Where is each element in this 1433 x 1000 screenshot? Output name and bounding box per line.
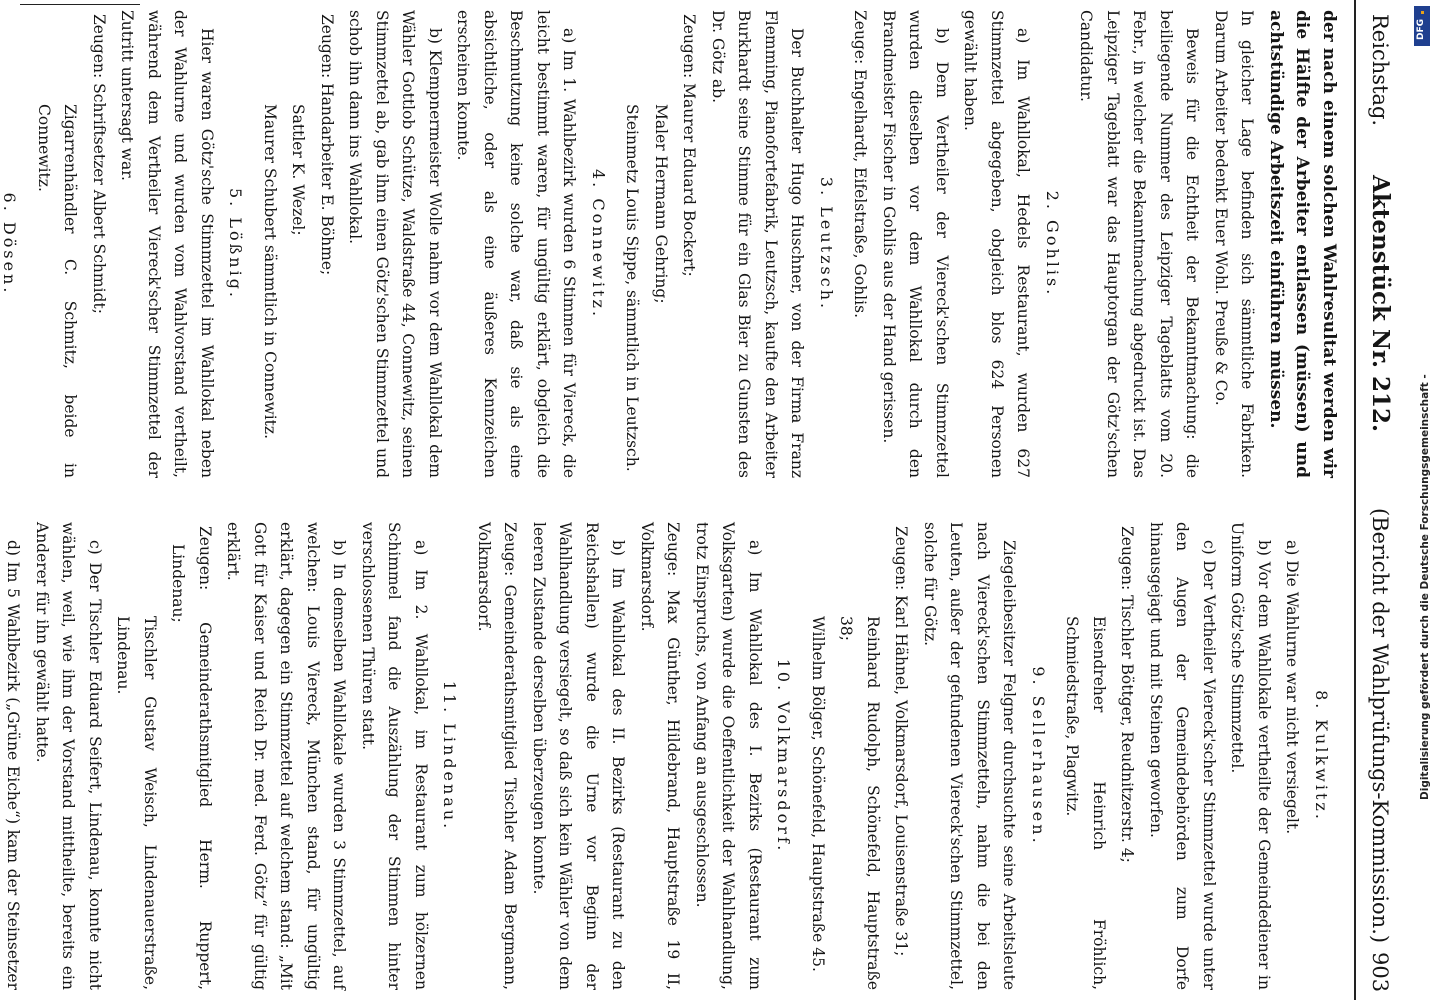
paragraph: c) Der Tischler Eduard Seifert, Lindenau, konnte nicht wählen, weil, wie ihm der Vorstand mittheilte, bereits ein Anderer für ihn gewählt hatte. <box>33 522 104 990</box>
paragraph: Ziegeleibesitzer Felgner durchsuchte seine Arbeitsleute nach Viereck'schen Stimmzetteln, nahm die bei den Leuten, außer der gefundenen Viereck'schen Stimmzettel, solche für Götz. <box>921 522 1019 990</box>
section-heading: 2. Gohlis. <box>1043 190 1062 298</box>
witness-line: Eisendreher Heinrich Fröhlich, Schmiedstraße, Plagwitz. <box>1063 616 1108 990</box>
paragraph: Zeuge: Max Günther, Hildebrand, Hauptstraße 19 II, Volkmarsdorf. <box>638 522 683 990</box>
header-document-number: Aktenstück Nr. 212. <box>1367 175 1394 433</box>
text-column-left <box>0 10 1342 478</box>
paragraph: In gleicher Lage befinden sich sämmtliche Fabriken. Darum Arbeiter bedenkt Euer Wohl. Preuße & Co. <box>1212 10 1257 478</box>
section-heading: 11. Lindenau. <box>440 680 460 832</box>
witness-line: Wilhelm Bölger, Schönefeld, Hauptstraße 45. <box>809 616 827 972</box>
paragraph: Zeuge: Gemeinderathsmitglied Tischler Adam Bergmann, Volkmarsdorf. <box>475 522 520 990</box>
paragraph: a) Im Wahllokal des I. Bezirks (Restaurant zum Volksgarten) wurde die Oeffentlichkeit der Wahlhandlung, trotz Einspruchs, von Anfang an ausgeschlossen. <box>693 522 764 990</box>
text-column-right <box>4 522 1342 990</box>
corner-mark <box>20 4 140 5</box>
witness-line: Zigarrenhändler C. Schmitz, beide in Connewitz. <box>35 104 80 478</box>
witness-line: Maurer Schubert sämmtlich in Connewitz. <box>261 104 279 440</box>
page-number: 903 <box>1368 952 1392 993</box>
paragraph: c) Der Vertheiler Viereck'scher Stimmzettel wurde unter den Augen der Gemeindebehörden zum Dorfe hinausgejagt und mit Steinen geworfen. <box>1147 522 1218 990</box>
witness-line: Steinmetz Louis Sippe, sämmtlich in Leutzsch. <box>623 104 642 472</box>
section-heading: 9. Sellerhausen. <box>1029 666 1048 846</box>
section-heading: 3. Leutzsch. <box>817 176 836 312</box>
section-heading: 10. Volkmarsdorf. <box>774 658 794 854</box>
witness-line: Zeugen: Handarbeiter E. Böhme; <box>318 14 336 276</box>
section-heading: 4. Connewitz. <box>589 168 608 320</box>
witness-line: Zeugen: Schriftsetzer Albert Schmidt; <box>90 14 108 314</box>
witness-line: Maler Hermann Gehring; <box>652 104 670 304</box>
header-report-title: (Bericht der Wahlprüfungs-Kommission.) <box>1368 508 1392 944</box>
paragraph: a) Im 1. Wahlbezirk wurden 6 Stimmen für Viereck, die leicht bestimmt waren, für ungültig erklärt, obgleich die Beschmutzung keine solche war, daß sie als eine absichtliche, oder als eine äußeres Kennzeichen erscheinen konnte. <box>454 10 579 478</box>
witness-line: Tischler Gustav Weisch, Lindenauerstraße, Lindenau. <box>114 616 159 990</box>
paragraph: b) In demselben Wahllokale wurden 3 Stimmzettel, auf welchen: Louis Viereck, München stand, für ungültig erklärt, dagegen ein Stimmzettel auf welchem stand: „Mit Gott für Kaiser und Reich Dr. med. Ferd. Götz“ für gültig erklärt. <box>224 522 349 990</box>
section-heading: 8. Kulkwitz. <box>1312 690 1331 822</box>
bold-paragraph: der nach einem solchen Wahlresultat werden wir die Hälfte der Arbeiter entlassen (müssen) und achtstündige Arbeitszeit einführen müssen. <box>1266 10 1339 478</box>
header-rule <box>1354 0 1356 1000</box>
witness-line: Reinhard Rudolph, Schönefeld, Hauptstraße 38; <box>837 616 882 990</box>
witness-line: Zeugen: Karl Hähnel, Volkmarsdorf, Louisenstraße 31; <box>892 526 911 957</box>
page-header <box>1342 0 1400 1000</box>
paragraph: a) Im 2. Wahllokal, im Restaurant zum hölzernen Schimmel fand die Auszählung der Stimmen hinter verschlossenen Thüren statt. <box>359 522 430 990</box>
dfg-logo: DFG <box>1414 6 1430 46</box>
paragraph: Der Buchhalter Hugo Huschner, von der Firma Franz Flemming, Pianofortefabrik, Leutzsch, kaufte den Arbeiter Burkhardt seine Stimme für ein Glas Bier zu Gunsten des Dr. Götz ab. <box>709 10 807 478</box>
paragraph: a) Die Wahlurne war nicht versiegelt. <box>1283 540 1302 835</box>
section-heading: 6. Dösen. <box>0 192 20 296</box>
header-left: Reichstag. <box>1368 14 1392 127</box>
paragraph: a) Im Wahllokal, Hedels Restaurant, wurden 627 Stimmzettel abgegeben, obgleich blos 624 Personen gewählt haben. <box>961 10 1033 478</box>
paragraph: d) Im 5 Wahlbezirk („Grüne Eiche“) kam der Steinsetzer <box>4 540 23 990</box>
paragraph: b) Im Wahllokal des II. Bezirks (Restaurant zu den Reichshallen) wurde die Urne vor Beginn der Wahlhandlung versiegelt, so daß sich kein Wähler von dem leeren Zustande derselben überzeugen konnte. <box>530 522 628 990</box>
witness-line: Zeugen: Maurer Eduard Bockert; <box>680 14 699 277</box>
paragraph: Zeuge: Engelhardt, Eifelstraße, Gohlis. <box>851 10 870 319</box>
paragraph: Hier waren Götz'sche Stimmzettel im Wahllokal neben der Wahlurne und wurden vom Wahlvorstand vertheilt, während dem Vertheiler Viereck'scher Stimmzettel der Zutritt untersagt war. <box>118 10 216 478</box>
paragraph: b) Vor dem Wahllokale vertheilte der Gemeindediener in Uniform Götz'sche Stimmzettel. <box>1228 522 1273 990</box>
witness-line: Zeugen: Tischler Böttger, Reudnitzerstr. 4; <box>1118 526 1137 863</box>
section-heading: 5. Lößnig. <box>226 187 246 301</box>
paragraph: b) Klempnermeister Wolle nahm vor dem Wahllokal dem Wähler Gottlob Schütze, Waldstraße 44, Connewitz, seinen Stimmzettel ab, gab ihm einen Götz'schen Stimmzettel und schob ihn dann ins Wahllokal. <box>346 10 444 478</box>
dfg-credit-text: Digitalisierung gefördert durch die Deutsche Forschungsgemeinschaft - <box>1419 374 1431 800</box>
paragraph: b) Dem Vertheiler der Viereck'schen Stimmzettel wurden dieselben vor dem Wahllokal durch den Brandmeister Fischer in Gohlis aus der Hand gerissen. <box>880 10 951 478</box>
witness-line: Zeugen: Gemeinderathsmitglied Herm. Ruppert, Lindenau; <box>169 526 214 990</box>
witness-line: Sattler K. Wezel; <box>289 104 308 236</box>
paragraph: Beweis für die Echtheit der Bekanntmachung: die beiliegende Nummer des Leipziger Tageblatts vom 20. Febr., in welcher die Bekanntmachung abgedruckt ist. Das Leipziger Tageblatt war das Hauptorgan der Götz'schen Candidatur. <box>1077 10 1202 478</box>
